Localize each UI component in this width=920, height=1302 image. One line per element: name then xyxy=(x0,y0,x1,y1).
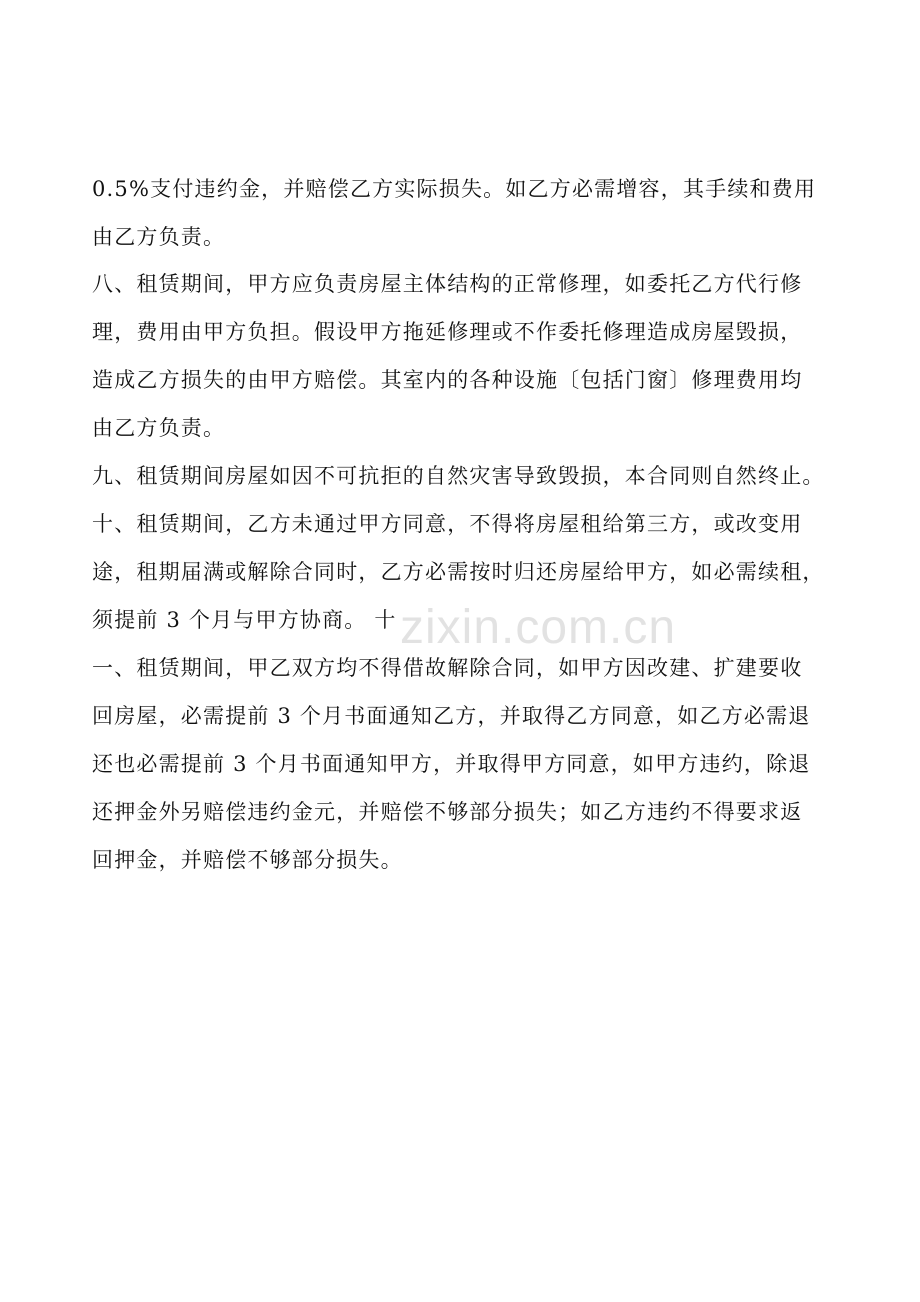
watermark: zixin.com.cn xyxy=(400,601,677,654)
text-line: 途，租期届满或解除合同时，乙方必需按时归还房屋给甲方，如必需续租， xyxy=(92,560,825,584)
text-line: 八、租赁期间，甲方应负责房屋主体结构的正常修理，如委托乙方代行修 xyxy=(92,272,803,296)
text-line: 九、租赁期间房屋如因不可抗拒的自然灾害导致毁损，本合同则自然终止。 xyxy=(92,464,825,488)
text-line: 十、租赁期间，乙方未通过甲方同意，不得将房屋租给第三方，或改变用 xyxy=(92,512,803,536)
text-line: 还押金外另赔偿违约金元，并赔偿不够部分损失；如乙方违约不得要求返 xyxy=(92,800,803,824)
text-line: 由乙方负责。 xyxy=(92,416,226,440)
text-line: 由乙方负责。 xyxy=(92,225,226,249)
text-line: 须提前 3 个月与甲方协商。 十 xyxy=(92,608,397,632)
text-line: 一、租赁期间，甲乙双方均不得借故解除合同，如甲方因改建、扩建要收 xyxy=(92,656,803,680)
text-line: 回房屋，必需提前 3 个月书面通知乙方，并取得乙方同意，如乙方必需退 xyxy=(92,704,811,728)
text-line: 还也必需提前 3 个月书面通知甲方，并取得甲方同意，如甲方违约，除退 xyxy=(92,752,811,776)
text-line: 造成乙方损失的由甲方赔偿。其室内的各种设施〔包括门窗〕修理费用均 xyxy=(92,368,803,392)
text-line: 理，费用由甲方负担。假设甲方拖延修理或不作委托修理造成房屋毁损， xyxy=(92,320,803,344)
text-line: 0.5%支付违约金，并赔偿乙方实际损失。如乙方必需增容，其手续和费用 xyxy=(92,177,817,201)
text-line: 回押金，并赔偿不够部分损失。 xyxy=(92,848,403,872)
